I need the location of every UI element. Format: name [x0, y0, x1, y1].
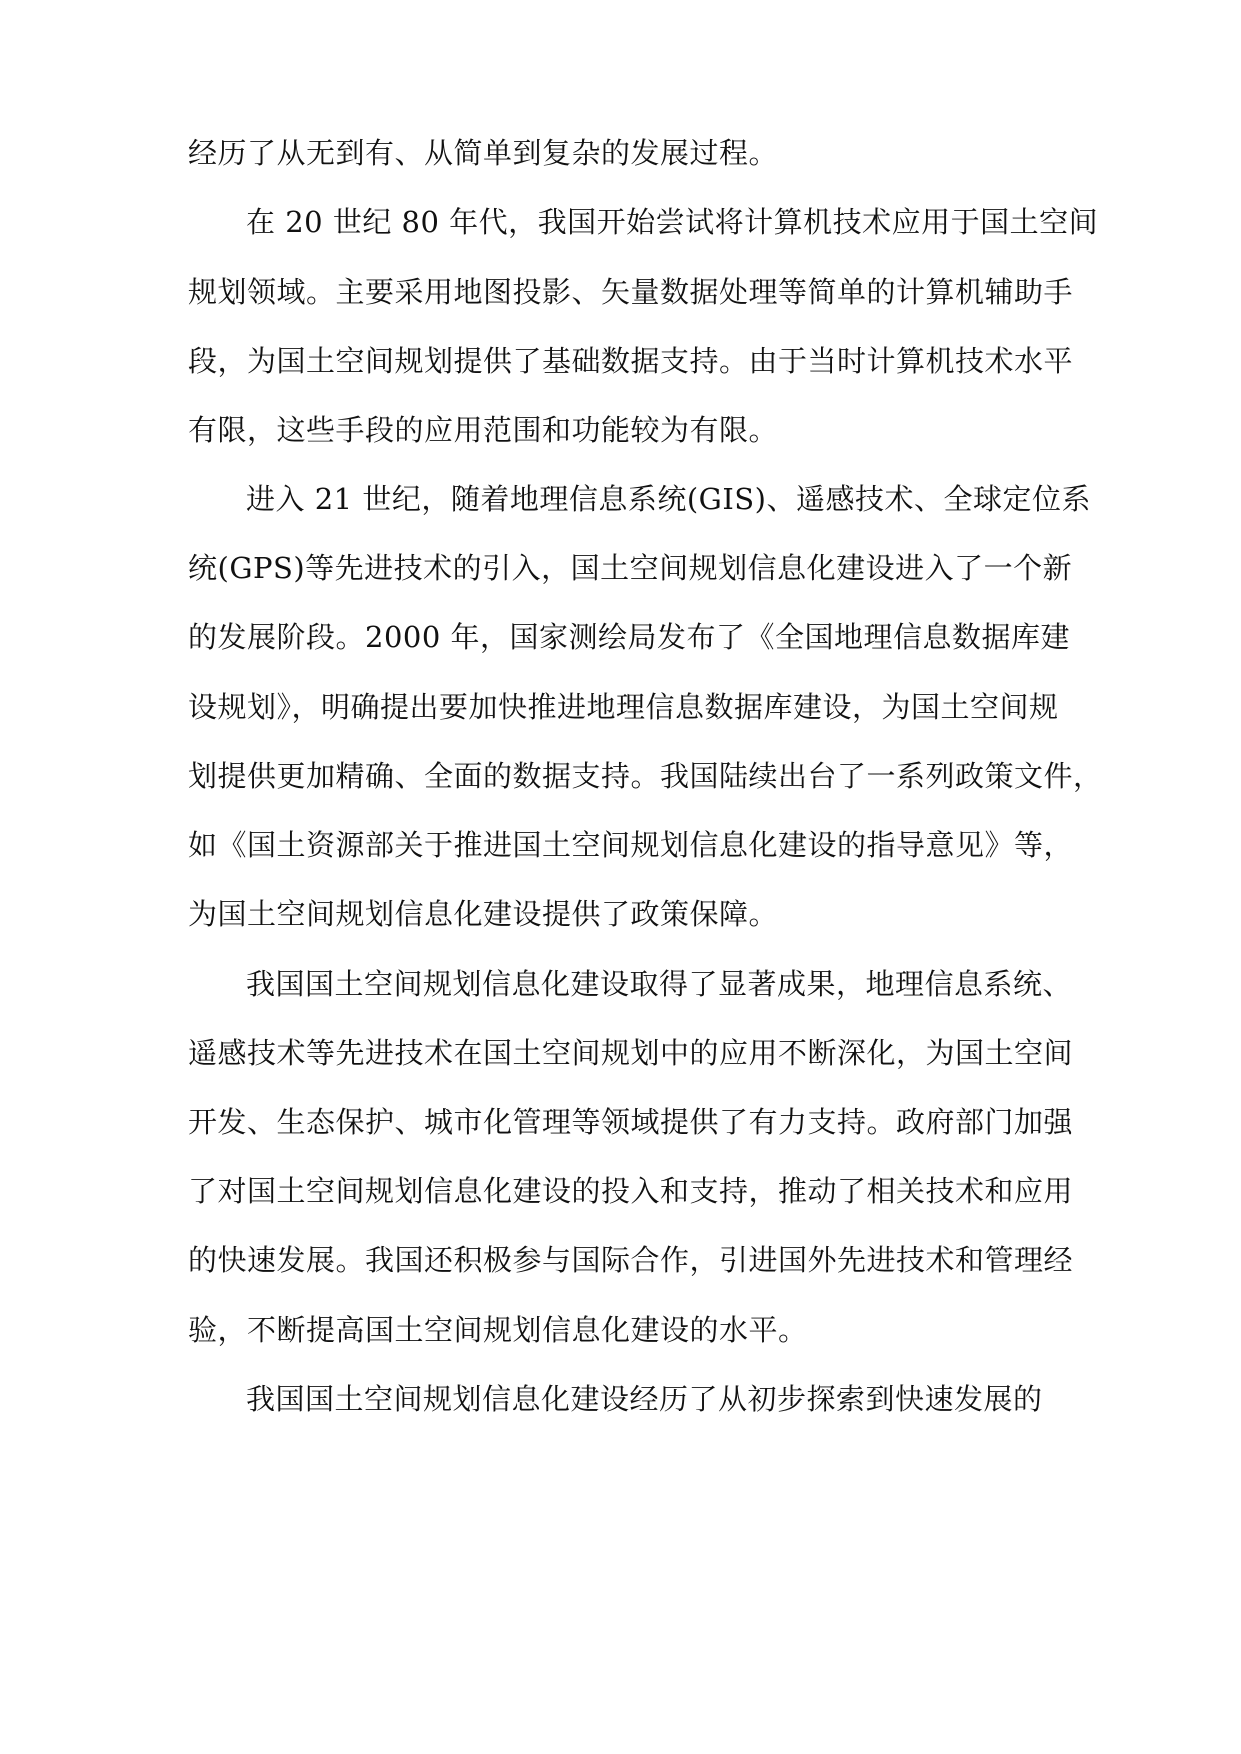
text-line: 经历了从无到有、从简单到复杂的发展过程。	[188, 136, 779, 170]
text-line: 如《国土资源部关于推进国土空间规划信息化建设的指导意见》等，	[188, 828, 1074, 862]
text-line: 划提供更加精确、全面的数据支持。我国陆续出台了一系列政策文件，	[188, 759, 1103, 793]
text-line: 遥感技术等先进技术在国土空间规划中的应用不断深化，为国土空间	[188, 1036, 1074, 1070]
text-line: 规划领域。主要采用地图投影、矢量数据处理等简单的计算机辅助手	[188, 275, 1074, 309]
text-line: 有限，这些手段的应用范围和功能较为有限。	[188, 413, 779, 447]
text-line: 的发展阶段。2000 年，国家测绘局发布了《全国地理信息数据库建	[188, 620, 1071, 654]
paragraph-first-line: 我国国土空间规划信息化建设取得了显著成果，地理信息系统、	[246, 967, 1073, 1001]
paragraph-first-line: 进入 21 世纪，随着地理信息系统(GIS)、遥感技术、全球定位系	[246, 482, 1091, 516]
text-line: 设规划》，明确提出要加快推进地理信息数据库建设，为国土空间规	[188, 690, 1059, 724]
paragraph-first-line: 在 20 世纪 80 年代，我国开始尝试将计算机技术应用于国土空间	[246, 205, 1099, 239]
paragraph-first-line: 我国国土空间规划信息化建设经历了从初步探索到快速发展的	[246, 1382, 1043, 1416]
text-line: 了对国土空间规划信息化建设的投入和支持，推动了相关技术和应用	[188, 1174, 1074, 1208]
text-line: 统(GPS)等先进技术的引入，国土空间规划信息化建设进入了一个新	[188, 551, 1073, 585]
text-line: 段，为国土空间规划提供了基础数据支持。由于当时计算机技术水平	[188, 344, 1074, 378]
text-line: 为国土空间规划信息化建设提供了政策保障。	[188, 897, 779, 931]
text-line: 开发、生态保护、城市化管理等领域提供了有力支持。政府部门加强	[188, 1105, 1074, 1139]
text-line: 的快速发展。我国还积极参与国际合作，引进国外先进技术和管理经	[188, 1243, 1074, 1277]
text-line: 验，不断提高国土空间规划信息化建设的水平。	[188, 1313, 808, 1347]
